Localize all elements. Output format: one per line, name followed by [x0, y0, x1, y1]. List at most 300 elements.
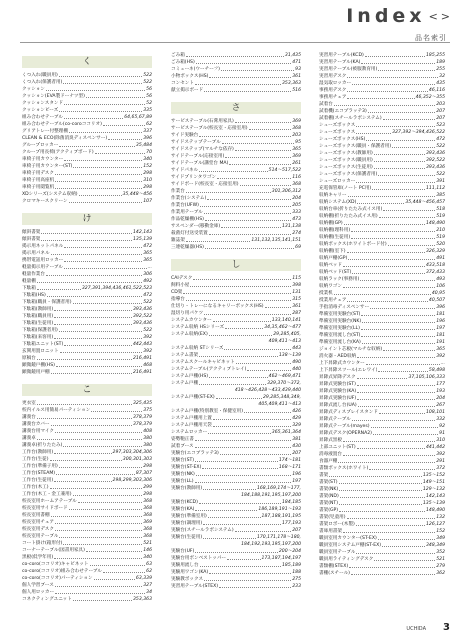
entry-page-numbers: 29,285,405, — [273, 332, 301, 337]
entry-name: サイド実験台 — [171, 133, 199, 138]
index-entry[interactable] — [319, 430, 445, 437]
index-entry[interactable] — [171, 237, 301, 244]
leader-dots — [347, 94, 414, 99]
index-entry[interactable] — [171, 174, 301, 181]
entry-name: シューズボックス(HS) — [319, 137, 366, 142]
index-entry[interactable] — [319, 206, 445, 213]
entry-page-numbers: 204 — [436, 396, 445, 401]
index-entry[interactable] — [319, 479, 445, 486]
index-entry[interactable] — [171, 125, 301, 132]
index-entry[interactable] — [171, 464, 301, 471]
index-entry[interactable] — [22, 278, 152, 285]
index-entry[interactable] — [319, 444, 445, 451]
index-entry[interactable] — [171, 289, 301, 296]
index-entry[interactable] — [22, 271, 152, 278]
index-entry[interactable] — [319, 241, 445, 248]
index-entry[interactable] — [319, 346, 445, 353]
index-entry[interactable] — [22, 327, 152, 334]
index-entry[interactable] — [319, 542, 445, 549]
index-entry[interactable] — [319, 381, 445, 388]
index-entry[interactable] — [22, 93, 152, 100]
index-entry[interactable] — [319, 374, 445, 381]
leader-dots — [199, 132, 291, 137]
index-entry[interactable] — [171, 583, 301, 590]
index-entry[interactable] — [319, 556, 445, 563]
entry-page-numbers: 108,101 — [426, 410, 445, 415]
index-entry[interactable] — [319, 493, 445, 500]
index-entry[interactable] — [171, 366, 301, 373]
index-entry[interactable] — [22, 456, 152, 463]
entry-name: システム戸棚(HS) — [171, 374, 209, 379]
index-entry[interactable] — [22, 264, 152, 271]
index-entry[interactable] — [171, 422, 301, 429]
index-entry[interactable] — [319, 423, 445, 430]
index-entry[interactable] — [22, 341, 152, 348]
index-entry[interactable] — [171, 296, 301, 303]
entry-name: サスペンダー(移動金庫) — [171, 224, 221, 229]
index-entry[interactable] — [319, 451, 445, 458]
index-entry[interactable] — [22, 156, 152, 163]
leader-dots — [200, 202, 291, 207]
index-entry[interactable] — [171, 317, 301, 324]
index-entry[interactable] — [22, 149, 152, 156]
index-entry[interactable] — [22, 250, 152, 257]
index-entry[interactable] — [319, 136, 445, 143]
entry-name: シューズボックス(生徒用) — [319, 165, 373, 170]
index-entry[interactable] — [171, 576, 301, 583]
leader-dots — [209, 230, 291, 235]
index-entry[interactable] — [22, 421, 152, 428]
index-entry[interactable] — [22, 484, 152, 491]
index-entry[interactable] — [319, 248, 445, 255]
index-entry[interactable] — [171, 443, 301, 450]
index-entry[interactable] — [22, 554, 152, 561]
entry-page-numbers: 35,448〜456 — [122, 192, 152, 197]
entry-name: 作業台(UFW) — [171, 203, 199, 208]
index-entry[interactable] — [319, 339, 445, 346]
index-entry[interactable] — [22, 512, 152, 519]
index-entry[interactable] — [22, 428, 152, 435]
entry-page-numbers: 362 — [436, 571, 445, 576]
index-entry[interactable] — [319, 535, 445, 542]
index-entry[interactable] — [319, 472, 445, 479]
leader-dots — [374, 556, 435, 561]
index-entry[interactable] — [171, 345, 301, 352]
index-entry[interactable] — [171, 188, 301, 195]
leader-dots — [378, 367, 427, 372]
index-entry[interactable] — [319, 115, 445, 122]
leader-dots — [339, 486, 422, 491]
index-entry[interactable] — [319, 164, 445, 171]
index-entry[interactable] — [22, 589, 152, 596]
index-entry[interactable] — [319, 325, 445, 332]
index-entry[interactable] — [171, 562, 301, 569]
index-entry[interactable] — [319, 66, 445, 73]
index-entry[interactable] — [22, 114, 152, 121]
entry-name: 職員用ライティングデスク — [319, 557, 374, 562]
index-entry[interactable] — [319, 150, 445, 157]
leader-dots — [37, 278, 142, 283]
index-entry[interactable] — [171, 303, 301, 310]
index-entry[interactable] — [171, 394, 301, 401]
leader-dots — [343, 528, 435, 533]
index-entry[interactable] — [171, 471, 301, 478]
index-entry[interactable] — [319, 528, 445, 535]
index-entry[interactable] — [171, 59, 301, 66]
index-entry[interactable] — [22, 407, 152, 414]
index-entry[interactable] — [22, 313, 152, 320]
index-entry[interactable] — [171, 202, 301, 209]
index-entry[interactable] — [22, 257, 152, 264]
index-entry[interactable] — [22, 362, 152, 369]
index-entry[interactable] — [171, 132, 301, 139]
entry-name: 実験台(ST-EX) — [171, 465, 202, 470]
leader-dots — [373, 430, 438, 435]
entry-name: 準備室用流し台(KA) — [319, 340, 361, 345]
index-entry[interactable] — [319, 486, 445, 493]
index-entry[interactable] — [171, 209, 301, 216]
entry-page-numbers: 32 — [439, 74, 445, 79]
index-entry[interactable] — [171, 534, 301, 541]
index-entry[interactable] — [171, 244, 301, 251]
leader-dots — [195, 506, 257, 511]
index-entry[interactable] — [319, 143, 445, 150]
entry-name: シューズボックス — [319, 123, 356, 128]
entry-page-numbers: 301,306,312 — [271, 189, 301, 194]
index-entry[interactable] — [171, 506, 301, 513]
index-entry[interactable] — [22, 306, 152, 313]
index-entry[interactable] — [171, 66, 301, 73]
leader-dots — [208, 429, 271, 434]
index-entry[interactable] — [22, 320, 152, 327]
index-entry[interactable] — [319, 80, 445, 87]
index-entry[interactable] — [22, 142, 152, 149]
leader-dots — [183, 289, 291, 294]
entry-page-numbers: 332 — [436, 417, 445, 422]
entry-page-numbers: 35,448〜456,457 — [405, 200, 445, 205]
index-entry[interactable] — [171, 527, 301, 534]
index-entry[interactable] — [171, 310, 301, 317]
entry-page-numbers: 392 — [143, 335, 152, 340]
index-entry[interactable] — [319, 570, 445, 577]
index-entry[interactable] — [22, 568, 152, 575]
index-entry[interactable] — [171, 153, 301, 160]
entry-name: 講義台 — [22, 415, 36, 420]
index-entry[interactable] — [22, 477, 152, 484]
leader-dots — [78, 498, 143, 503]
index-entry[interactable] — [22, 561, 152, 568]
index-entry[interactable] — [22, 533, 152, 540]
index-entry[interactable] — [319, 157, 445, 164]
index-entry[interactable] — [319, 52, 445, 59]
leader-dots — [356, 521, 425, 526]
leader-dots — [379, 213, 436, 218]
index-entry[interactable] — [171, 478, 301, 485]
entry-name: 下駄箱(保護者用) — [22, 328, 58, 333]
leader-dots — [329, 472, 422, 477]
entry-page-numbers: 327,392〜394,436,522 — [392, 130, 445, 135]
index-entry[interactable] — [171, 282, 301, 289]
index-entry[interactable] — [22, 540, 152, 547]
index-entry[interactable] — [22, 299, 152, 306]
index-entry[interactable] — [319, 178, 445, 185]
index-entry[interactable] — [22, 229, 152, 236]
entry-name: 実験台(LL) — [171, 479, 194, 484]
index-entry[interactable] — [319, 290, 445, 297]
index-entry[interactable] — [22, 547, 152, 554]
index-entry[interactable] — [319, 465, 445, 472]
index-entry[interactable] — [319, 353, 445, 360]
leader-dots — [383, 206, 435, 211]
index-entry[interactable] — [171, 80, 301, 87]
entry-name: 傾斜書架 — [22, 230, 41, 235]
entry-name: 原稿台 — [22, 356, 36, 361]
index-entry[interactable] — [171, 87, 301, 94]
page-number: 3 — [443, 622, 450, 633]
index-entry[interactable] — [171, 52, 301, 59]
index-entry[interactable] — [319, 304, 445, 311]
index-entry[interactable] — [22, 348, 152, 355]
leader-dots — [357, 395, 435, 400]
index-entry[interactable] — [171, 499, 301, 506]
entry-name: 試着棚(スチールラボシステム) — [319, 116, 382, 121]
index-entry[interactable] — [171, 485, 301, 492]
index-entry[interactable] — [319, 458, 445, 465]
index-entry[interactable] — [319, 332, 445, 339]
index-entry[interactable] — [171, 331, 301, 338]
index-entry[interactable] — [22, 184, 152, 191]
index-entry[interactable] — [319, 395, 445, 402]
index-entry[interactable] — [319, 318, 445, 325]
index-entry[interactable] — [319, 297, 445, 304]
index-entry[interactable] — [319, 94, 445, 101]
index-entry[interactable] — [319, 283, 445, 290]
index-entry[interactable] — [22, 177, 152, 184]
index-entry[interactable] — [22, 519, 152, 526]
index-entry[interactable] — [22, 191, 152, 198]
index-entry[interactable] — [319, 220, 445, 227]
index-entry[interactable] — [22, 135, 152, 142]
index-entry[interactable] — [319, 87, 445, 94]
index-entry[interactable] — [22, 285, 152, 292]
entry-name: 試着機(エコプラッテ3) — [319, 109, 367, 114]
index-entry[interactable] — [22, 505, 152, 512]
entry-page-numbers: 203 — [292, 133, 301, 138]
index-entry-continuation — [171, 541, 301, 548]
index-entry[interactable] — [22, 369, 152, 376]
index-entry[interactable] — [171, 429, 301, 436]
index-entry[interactable] — [22, 449, 152, 456]
leader-dots — [55, 184, 142, 189]
entry-page-numbers: 368 — [292, 126, 301, 131]
index-entry[interactable] — [171, 223, 301, 230]
index-entry[interactable] — [22, 526, 152, 533]
index-entry[interactable] — [319, 213, 445, 220]
index-entry[interactable] — [319, 500, 445, 507]
index-entry[interactable] — [171, 380, 301, 387]
index-entry[interactable] — [22, 236, 152, 243]
index-entry[interactable] — [319, 549, 445, 556]
index-entry[interactable] — [319, 73, 445, 80]
index-entry[interactable] — [171, 555, 301, 562]
index-entry[interactable] — [22, 470, 152, 477]
index-entry[interactable] — [171, 520, 301, 527]
entry-name: クッション(EVA製ドーナツ型) — [22, 94, 85, 99]
index-entry[interactable] — [22, 79, 152, 86]
index-entry[interactable] — [319, 227, 445, 234]
index-entry[interactable] — [319, 192, 445, 199]
index-entry[interactable] — [319, 367, 445, 374]
leader-dots — [374, 157, 425, 162]
index-entry[interactable] — [171, 195, 301, 202]
index-entry[interactable] — [171, 408, 301, 415]
index-entry[interactable] — [22, 243, 152, 250]
index-entry[interactable] — [22, 596, 152, 603]
index-entry[interactable] — [319, 514, 445, 521]
index-entry[interactable] — [22, 334, 152, 341]
leader-dots — [195, 548, 277, 553]
leader-dots — [63, 442, 142, 447]
brand-logo: UCHIDA — [406, 626, 426, 632]
index-entry[interactable] — [22, 575, 152, 582]
index-entry[interactable] — [319, 108, 445, 115]
index-entry[interactable] — [22, 198, 152, 205]
entry-name: 実験用流し台 — [171, 563, 199, 568]
index-entry[interactable] — [319, 199, 445, 206]
entry-name: 実験台(スチールラボシステム) — [171, 528, 234, 533]
index-entry[interactable] — [171, 118, 301, 125]
entry-page-numbers: 274 — [292, 231, 301, 236]
leader-dots — [64, 264, 147, 269]
index-entry[interactable] — [319, 507, 445, 514]
entry-page-numbers: 37,105,106,333 — [408, 375, 445, 380]
entry-name: 消毒液置台 — [319, 452, 342, 457]
index-entry[interactable] — [319, 521, 445, 528]
index-entry[interactable] — [171, 230, 301, 237]
leader-dots — [347, 87, 428, 92]
entry-page-numbers: 291 — [436, 459, 445, 464]
entry-name: 工作台(生徒) — [22, 457, 49, 462]
index-entry[interactable] — [22, 107, 152, 114]
entry-page-numbers: 177 — [436, 382, 445, 387]
index-entry[interactable] — [171, 139, 301, 146]
entry-page-numbers: 393,436 — [426, 165, 445, 170]
leader-dots — [358, 402, 436, 407]
index-entry[interactable] — [319, 171, 445, 178]
index-entry[interactable] — [171, 457, 301, 464]
entry-page-numbers: 440 — [292, 367, 301, 372]
leader-dots — [360, 276, 435, 281]
index-entry[interactable] — [22, 170, 152, 177]
index-entry[interactable] — [22, 86, 152, 93]
leader-dots — [221, 223, 281, 228]
index-entry[interactable] — [22, 442, 152, 449]
index-entry[interactable] — [319, 563, 445, 570]
index-entry[interactable] — [22, 435, 152, 442]
entry-name: 下駄箱(HS) — [22, 293, 46, 298]
index-entry[interactable] — [319, 234, 445, 241]
index-entry[interactable] — [319, 360, 445, 367]
entry-name: 収納ベッド — [319, 263, 342, 268]
index-entry[interactable] — [171, 73, 301, 80]
index-entry[interactable] — [22, 72, 152, 79]
index-entry[interactable] — [22, 128, 152, 135]
index-entry[interactable] — [22, 414, 152, 421]
entry-name: 試着ブース — [171, 444, 194, 449]
index-entry[interactable] — [319, 59, 445, 66]
index-entry[interactable] — [171, 373, 301, 380]
index-entry[interactable] — [319, 409, 445, 416]
leader-dots — [357, 374, 408, 379]
index-entry[interactable] — [319, 416, 445, 423]
entry-page-numbers: 210 — [436, 228, 445, 233]
entry-page-numbers: 398 — [292, 283, 301, 288]
index-entry[interactable] — [319, 255, 445, 262]
index-entry[interactable] — [319, 185, 445, 192]
entry-page-numbers: 473 — [292, 217, 301, 222]
index-entry[interactable] — [22, 463, 152, 470]
index-entry[interactable] — [22, 292, 152, 299]
index-entry[interactable] — [22, 355, 152, 362]
kana-section-header: さ — [171, 102, 301, 114]
leader-dots — [366, 136, 435, 141]
index-entry[interactable] — [319, 311, 445, 318]
index-entry[interactable] — [171, 275, 301, 282]
index-entry[interactable] — [171, 216, 301, 223]
index-entry[interactable] — [171, 352, 301, 359]
index-entry[interactable] — [22, 121, 152, 128]
leader-dots — [347, 248, 425, 253]
index-entry[interactable] — [171, 324, 301, 331]
leader-dots — [247, 366, 291, 371]
index-entry[interactable] — [171, 181, 301, 188]
index-entry[interactable] — [171, 415, 301, 422]
index-entry[interactable] — [319, 437, 445, 444]
index-entry[interactable] — [319, 262, 445, 269]
entry-name: 校長室用書棚 — [22, 513, 50, 518]
entry-page-numbers: 205 — [292, 203, 301, 208]
index-entry[interactable] — [171, 548, 301, 555]
index-entry[interactable] — [171, 436, 301, 443]
entry-page-numbers: 368 — [143, 513, 152, 518]
index-entry[interactable] — [171, 146, 301, 153]
index-entry[interactable] — [319, 129, 445, 136]
index-entry[interactable] — [319, 276, 445, 283]
index-entry[interactable] — [171, 167, 301, 174]
entry-name: グループロッカー — [22, 143, 59, 148]
index-entry[interactable] — [319, 388, 445, 395]
index-entry[interactable] — [171, 513, 301, 520]
index-entry[interactable] — [171, 450, 301, 457]
index-entry[interactable] — [171, 359, 301, 366]
index-entry[interactable] — [22, 100, 152, 107]
leader-dots — [108, 135, 142, 140]
prev-page-icon[interactable]: < — [428, 9, 438, 23]
leader-dots — [54, 554, 142, 559]
index-entry[interactable] — [171, 569, 301, 576]
index-entry[interactable] — [22, 498, 152, 505]
index-entry[interactable] — [319, 269, 445, 276]
index-entry[interactable] — [319, 101, 445, 108]
index-entry[interactable] — [171, 160, 301, 167]
index-entry[interactable] — [22, 582, 152, 589]
next-page-icon[interactable]: > — [440, 9, 450, 23]
index-entry[interactable] — [319, 402, 445, 409]
index-entry[interactable] — [319, 122, 445, 129]
index-entry[interactable] — [22, 163, 152, 170]
index-entry[interactable] — [22, 400, 152, 407]
index-entry[interactable] — [22, 491, 152, 498]
